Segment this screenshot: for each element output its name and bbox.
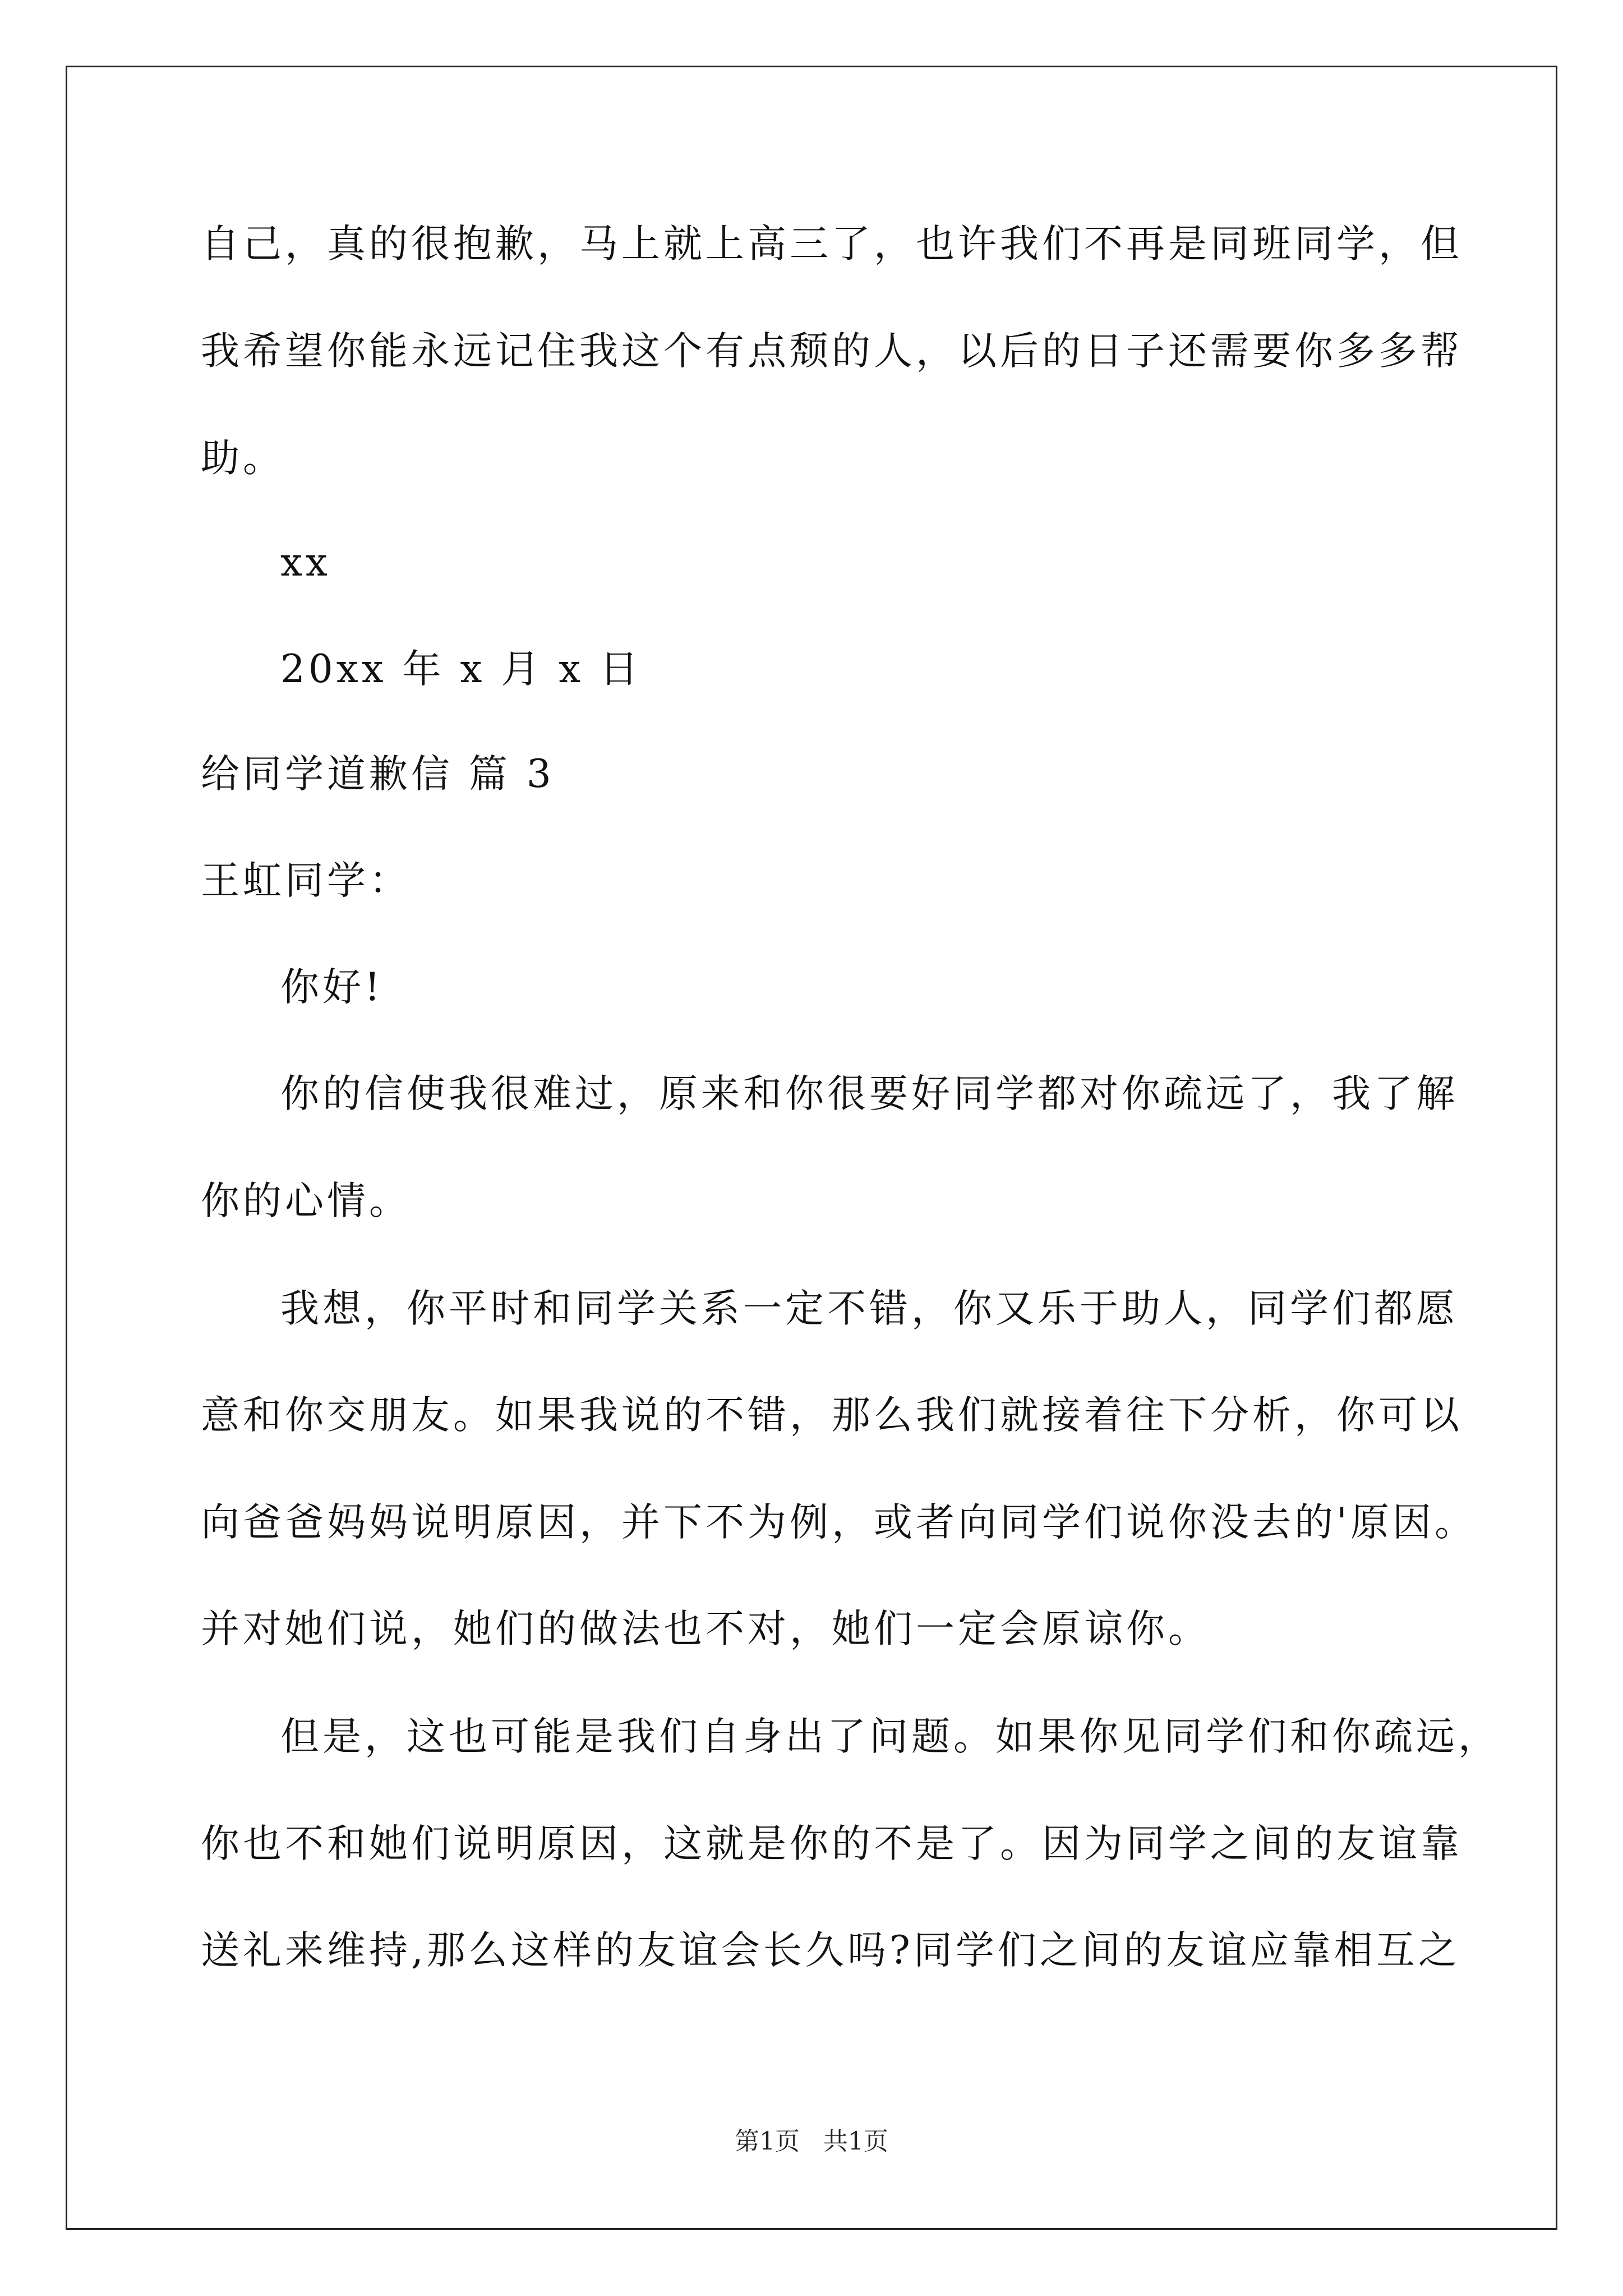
text-line: 但是，这也可能是我们自身出了问题。如果你见同学们和你疏远，	[280, 1714, 1500, 1759]
signature: xx	[280, 540, 331, 585]
text-line: 向爸爸妈妈说明原因，并下不为例，或者向同学们说你没去的'原因。	[201, 1500, 1477, 1545]
section-heading: 给同学道歉信 篇 3	[201, 752, 555, 797]
text-line: 你的信使我很难过，原来和你很要好同学都对你疏远了，我了解	[280, 1071, 1458, 1116]
text-line: 助。	[201, 436, 285, 481]
text-line: 意和你交朋友。如果我说的不错，那么我们就接着往下分析，你可以	[201, 1393, 1463, 1438]
text-line: 我希望你能永远记住我这个有点颓的人，以后的日子还需要你多多帮	[201, 329, 1463, 374]
text-line: 我想，你平时和同学关系一定不错，你又乐于助人，同学们都愿	[280, 1286, 1458, 1331]
text-line: 你的心情。	[201, 1179, 411, 1223]
text-line: 你也不和她们说明原因，这就是你的不是了。因为同学之间的友谊靠	[201, 1821, 1463, 1866]
page-border	[66, 66, 1557, 2230]
text-line: 自己，真的很抱歉，马上就上高三了，也许我们不再是同班同学，但	[201, 222, 1463, 266]
page-footer: 第1页 共1页	[735, 2127, 888, 2156]
text-line: 送礼来维持,那么这样的友谊会长久吗?同学们之间的友谊应靠相互之	[201, 1928, 1460, 1973]
date-line: 20xx 年 x 月 x 日	[280, 647, 642, 692]
salutation: 王虹同学：	[201, 858, 411, 903]
text-line: 并对她们说，她们的做法也不对，她们一定会原谅你。	[201, 1607, 1210, 1651]
greeting: 你好!	[280, 965, 384, 1010]
